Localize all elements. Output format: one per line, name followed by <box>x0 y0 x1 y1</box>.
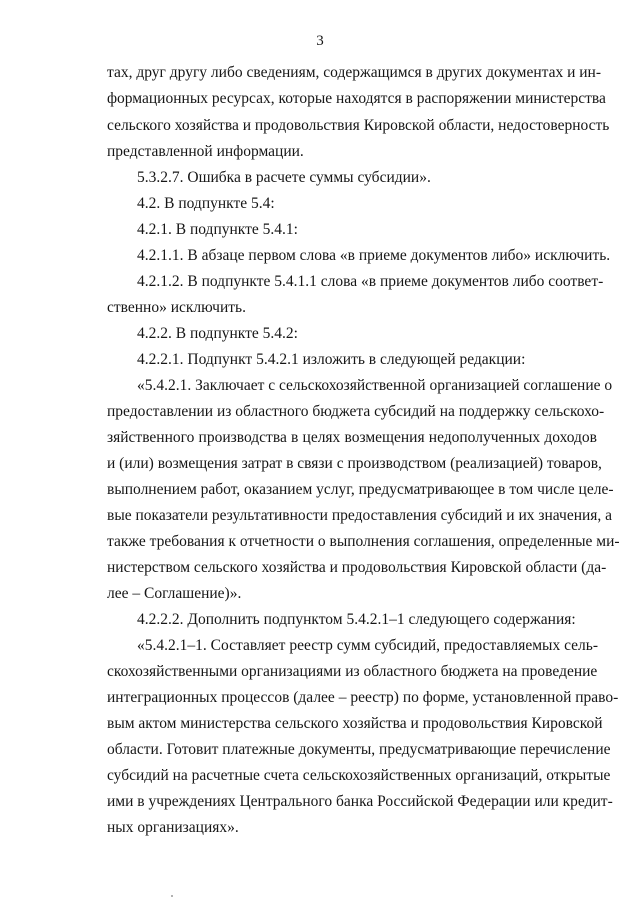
text-line: субсидий на расчетные счета сельскохозяйственных организаций, открытые <box>107 767 611 784</box>
text-line: ими в учреждениях Центрального банка Российской Федерации или кредит- <box>107 793 613 810</box>
text-line: 5.3.2.7. Ошибка в расчете суммы субсидии». <box>137 169 431 186</box>
text-line: ных организациях». <box>107 819 239 836</box>
text-line: области. Готовит платежные документы, предусматривающие перечисление <box>107 741 611 758</box>
text-line: предоставлении из областного бюджета субсидий на поддержку сельскохо- <box>107 403 605 420</box>
text-line: 4.2. В подпункте 5.4: <box>137 195 275 212</box>
text-line: 4.2.2. В подпункте 5.4.2: <box>137 325 298 342</box>
text-line: 4.2.2.1. Подпункт 5.4.2.1 изложить в следующей редакции: <box>137 351 526 368</box>
text-line: формационных ресурсах, которые находятся в распоряжении министерства <box>107 90 606 107</box>
text-line: представленной информации. <box>107 143 304 160</box>
text-line: 4.2.2.2. Дополнить подпунктом 5.4.2.1–1 следующего содержания: <box>137 611 576 628</box>
text-line: нистерством сельского хозяйства и продовольствия Кировской области (да- <box>107 559 607 576</box>
text-line: лее – Соглашение)». <box>107 585 242 602</box>
text-line: скохозяйственными организациями из областного бюджета на проведение <box>107 663 598 680</box>
page-number: 3 <box>316 33 324 49</box>
text-line: 4.2.1.2. В подпункте 5.4.1.1 слова «в приеме документов либо соответ- <box>137 273 604 290</box>
scan-speck <box>171 895 173 897</box>
text-line: интеграционных процессов (далее – реестр) по форме, установленной право- <box>107 689 619 706</box>
text-line: 4.2.1.1. В абзаце первом слова «в приеме документов либо» исключить. <box>137 247 611 264</box>
text-line: вые показатели результативности предоставления субсидий и их значения, а <box>107 507 613 524</box>
text-line: зяйственного производства в целях возмещения недополученных доходов <box>107 429 597 446</box>
text-line: тах, друг другу либо сведениям, содержащимся в других документах и ин- <box>107 64 602 81</box>
text-line: также требования к отчетности о выполнения соглашения, определенные ми- <box>107 533 620 550</box>
text-line: «5.4.2.1–1. Составляет реестр сумм субсидий, предоставляемых сель- <box>137 637 598 654</box>
text-line: вым актом министерства сельского хозяйства и продовольствия Кировской <box>107 715 603 732</box>
text-line: и (или) возмещения затрат в связи с производством (реализацией) товаров, <box>107 455 602 472</box>
text-line: 4.2.1. В подпункте 5.4.1: <box>137 221 298 238</box>
text-line: сельского хозяйства и продовольствия Кировской области, недостоверность <box>107 117 610 134</box>
text-line: ственно» исключить. <box>107 299 246 316</box>
text-line: «5.4.2.1. Заключает с сельскохозяйственной организацией соглашение о <box>137 377 613 394</box>
text-line: выполнением работ, оказанием услуг, предусматривающее в том числе целе- <box>107 481 614 498</box>
